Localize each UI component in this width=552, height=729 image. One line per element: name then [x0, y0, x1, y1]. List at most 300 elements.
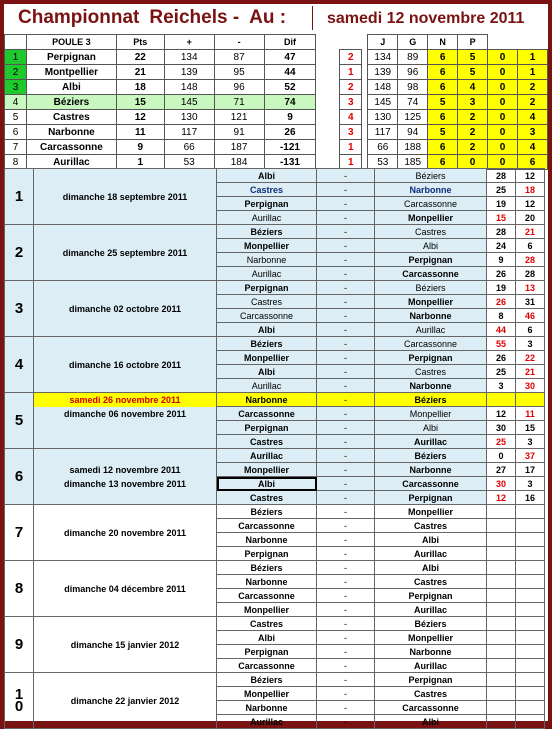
- aux-for: 145: [368, 95, 398, 110]
- round-number: 9: [5, 617, 34, 673]
- away-score: 37: [516, 449, 545, 463]
- match-separator: -: [317, 407, 375, 421]
- home-team: Carcassonne: [217, 519, 317, 533]
- home-team[interactable]: Albi: [217, 477, 317, 491]
- aux-index: 1: [340, 140, 362, 155]
- title-word: Au :: [249, 7, 287, 28]
- home-score: 26: [487, 267, 516, 281]
- team-name: Narbonne: [26, 125, 116, 140]
- away-score: 12: [516, 169, 545, 183]
- won-cell: 2: [458, 125, 488, 140]
- round-date: [34, 561, 217, 617]
- home-score: 12: [487, 491, 516, 505]
- home-team: Narbonne: [217, 253, 317, 267]
- points-for: 148: [164, 80, 214, 95]
- match-separator: -: [317, 169, 375, 183]
- home-team: Carcassonne: [217, 309, 317, 323]
- round-number: 4: [5, 337, 34, 393]
- standings-row: [5, 140, 548, 155]
- round-date-line: dimanche 18 septembre 2011: [62, 191, 188, 202]
- match-separator: -: [317, 505, 375, 519]
- spacer-cell: [328, 65, 340, 80]
- points-against: 96: [214, 80, 264, 95]
- rank-cell: 1: [5, 50, 27, 65]
- match-separator: -: [317, 533, 375, 547]
- team-name: Béziers: [26, 95, 116, 110]
- away-team: Béziers: [375, 393, 487, 407]
- match-separator: -: [317, 477, 375, 491]
- away-team: Perpignan: [375, 253, 487, 267]
- match-row: [5, 673, 545, 687]
- points-against: 87: [214, 50, 264, 65]
- won-cell: 5: [458, 50, 488, 65]
- home-score: [487, 659, 516, 673]
- away-score: 6: [516, 323, 545, 337]
- match-separator: -: [317, 197, 375, 211]
- header-blank: [5, 35, 27, 50]
- home-team: Monpellier: [217, 239, 317, 253]
- home-score: 55: [487, 337, 516, 351]
- match-separator: -: [317, 617, 375, 631]
- match-row: [5, 337, 545, 351]
- won-cell: 0: [458, 155, 488, 170]
- round-date-line: samedi 12 novembre 2011: [69, 464, 181, 475]
- draw-cell: 0: [488, 50, 518, 65]
- away-team: Perpignan: [375, 351, 487, 365]
- round-date: [34, 225, 217, 281]
- match-separator: -: [317, 239, 375, 253]
- home-score: 12: [487, 407, 516, 421]
- away-score: 3: [516, 337, 545, 351]
- away-team: Albi: [375, 421, 487, 435]
- away-score: 28: [516, 267, 545, 281]
- lost-cell: 2: [517, 80, 547, 95]
- away-team: Carcassonne: [375, 337, 487, 351]
- match-separator: -: [317, 351, 375, 365]
- difference-cell: -131: [264, 155, 316, 170]
- aux-for: 139: [368, 65, 398, 80]
- away-score: 20: [516, 211, 545, 225]
- home-score: [487, 505, 516, 519]
- away-team: Perpignan: [375, 491, 487, 505]
- home-team: Aurillac: [217, 449, 317, 463]
- round-date-line: dimanche 13 novembre 2011: [63, 478, 187, 489]
- round-date-line: dimanche 15 janvier 2012: [70, 639, 180, 650]
- draw-cell: 0: [488, 155, 518, 170]
- won-cell: 5: [458, 65, 488, 80]
- rank-cell: 5: [5, 110, 27, 125]
- column-header: +: [164, 35, 214, 50]
- team-name: Perpignan: [26, 50, 116, 65]
- match-separator: -: [317, 673, 375, 687]
- rank-cell: 2: [5, 65, 27, 80]
- played-cell: 6: [428, 65, 458, 80]
- lost-cell: 4: [517, 140, 547, 155]
- home-team: Béziers: [217, 337, 317, 351]
- away-team: Albi: [375, 239, 487, 253]
- won-cell: 2: [458, 110, 488, 125]
- draw-cell: 0: [488, 80, 518, 95]
- difference-cell: 9: [264, 110, 316, 125]
- round-date-line: dimanche 16 octobre 2011: [68, 359, 182, 370]
- standings-row: [5, 110, 548, 125]
- difference-cell: 44: [264, 65, 316, 80]
- standings-table: [4, 34, 548, 170]
- played-cell: 5: [428, 125, 458, 140]
- aux-index: 1: [340, 65, 362, 80]
- round-date: [34, 449, 217, 505]
- difference-cell: 47: [264, 50, 316, 65]
- home-team: Perpignan: [217, 421, 317, 435]
- home-team: Albi: [217, 323, 317, 337]
- away-team: Carcassonne: [375, 477, 487, 491]
- away-team: Perpignan: [375, 589, 487, 603]
- spacer-cell: [316, 65, 328, 80]
- home-team: Castres: [217, 617, 317, 631]
- lost-cell: 1: [517, 65, 547, 80]
- away-score: 6: [516, 239, 545, 253]
- home-team: Narbonne: [217, 701, 317, 715]
- away-score: 12: [516, 197, 545, 211]
- match-row: [5, 281, 545, 295]
- match-separator: -: [317, 435, 375, 449]
- spreadsheet-frame: [4, 4, 548, 727]
- spacer-cell: [316, 110, 328, 125]
- aux-for: 130: [368, 110, 398, 125]
- team-name: Albi: [26, 80, 116, 95]
- team-name: Carcassonne: [26, 140, 116, 155]
- home-score: [487, 701, 516, 715]
- home-score: 26: [487, 295, 516, 309]
- home-score: 8: [487, 309, 516, 323]
- away-score: 16: [516, 491, 545, 505]
- difference-cell: 52: [264, 80, 316, 95]
- home-team: Béziers: [217, 225, 317, 239]
- round-date-line: dimanche 02 octobre 2011: [68, 303, 182, 314]
- away-score: 46: [516, 309, 545, 323]
- away-team: Aurillac: [375, 603, 487, 617]
- home-score: 30: [487, 421, 516, 435]
- home-score: 28: [487, 225, 516, 239]
- home-score: 9: [487, 253, 516, 267]
- draw-cell: 0: [488, 140, 518, 155]
- home-score: 3: [487, 379, 516, 393]
- away-team: Albi: [375, 533, 487, 547]
- match-separator: -: [317, 211, 375, 225]
- home-score: [487, 575, 516, 589]
- match-separator: -: [317, 701, 375, 715]
- away-team: Narbonne: [375, 645, 487, 659]
- away-score: 21: [516, 225, 545, 239]
- aux-against: 188: [398, 140, 428, 155]
- home-team: Albi: [217, 365, 317, 379]
- home-score: 27: [487, 463, 516, 477]
- column-header: -: [214, 35, 264, 50]
- away-score: [516, 561, 545, 575]
- rank-cell: 4: [5, 95, 27, 110]
- match-separator: -: [317, 547, 375, 561]
- match-separator: -: [317, 561, 375, 575]
- round-date-line: dimanche 22 janvier 2012: [70, 695, 180, 706]
- difference-cell: -121: [264, 140, 316, 155]
- points-for: 139: [164, 65, 214, 80]
- points-against: 187: [214, 140, 264, 155]
- spacer-cell: [328, 80, 340, 95]
- match-separator: -: [317, 183, 375, 197]
- home-score: [487, 519, 516, 533]
- lost-cell: 6: [517, 155, 547, 170]
- round-date-line: dimanche 20 novembre 2011: [63, 527, 187, 538]
- home-score: 19: [487, 197, 516, 211]
- round-number: 8: [5, 561, 34, 617]
- aux-against: 94: [398, 125, 428, 140]
- away-team: Carcassonne: [375, 197, 487, 211]
- home-team: Monpellier: [217, 687, 317, 701]
- aux-against: 89: [398, 50, 428, 65]
- away-team: Monpellier: [375, 407, 487, 421]
- home-score: 0: [487, 449, 516, 463]
- stat-header: P: [458, 35, 488, 50]
- round-number: 2: [5, 225, 34, 281]
- away-score: [516, 575, 545, 589]
- away-score: 11: [516, 407, 545, 421]
- won-cell: 2: [458, 140, 488, 155]
- round-date: [34, 393, 217, 449]
- match-separator: -: [317, 603, 375, 617]
- home-team: Monpellier: [217, 463, 317, 477]
- away-score: [516, 617, 545, 631]
- rank-cell: 8: [5, 155, 27, 170]
- away-team: Carcassonne: [375, 267, 487, 281]
- away-team: Castres: [375, 519, 487, 533]
- away-score: 17: [516, 463, 545, 477]
- home-team: Albi: [217, 169, 317, 183]
- spacer-cell: [316, 140, 328, 155]
- round-date: [34, 169, 217, 225]
- away-score: [516, 547, 545, 561]
- away-score: 31: [516, 295, 545, 309]
- standings-row: [5, 50, 548, 65]
- header-blank: [328, 35, 340, 50]
- spacer-cell: [316, 125, 328, 140]
- away-score: [516, 715, 545, 729]
- points-cell: 11: [116, 125, 164, 140]
- home-team: Aurillac: [217, 715, 317, 729]
- aux-against: 96: [398, 65, 428, 80]
- header-blank: [340, 35, 362, 50]
- team-name: Aurillac: [26, 155, 116, 170]
- away-score: [516, 393, 545, 407]
- away-score: 18: [516, 183, 545, 197]
- away-team: Aurillac: [375, 659, 487, 673]
- spacer-cell: [316, 50, 328, 65]
- home-team: Castres: [217, 435, 317, 449]
- round-date: [34, 617, 217, 673]
- home-score: 25: [487, 365, 516, 379]
- draw-cell: 0: [488, 95, 518, 110]
- spacer-cell: [316, 95, 328, 110]
- away-team: Béziers: [375, 617, 487, 631]
- away-team: Castres: [375, 687, 487, 701]
- away-team: Castres: [375, 575, 487, 589]
- home-score: 25: [487, 435, 516, 449]
- home-score: [487, 715, 516, 729]
- away-team: Monpellier: [375, 505, 487, 519]
- away-score: [516, 645, 545, 659]
- match-separator: -: [317, 687, 375, 701]
- away-score: 21: [516, 365, 545, 379]
- match-separator: -: [317, 449, 375, 463]
- match-row: [5, 225, 545, 239]
- round-number-digit: 0: [14, 697, 24, 715]
- away-score: 13: [516, 281, 545, 295]
- round-number: 1: [5, 169, 34, 225]
- points-for: 53: [164, 155, 214, 170]
- rank-cell: 7: [5, 140, 27, 155]
- match-row: [5, 169, 545, 183]
- spacer-cell: [328, 95, 340, 110]
- home-score: [487, 673, 516, 687]
- away-team: Narbonne: [375, 379, 487, 393]
- home-score: [487, 533, 516, 547]
- away-team: Monpellier: [375, 211, 487, 225]
- away-team: Albi: [375, 715, 487, 729]
- played-cell: 6: [428, 140, 458, 155]
- played-cell: 6: [428, 155, 458, 170]
- round-number: 7: [5, 505, 34, 561]
- home-team: Carcassonne: [217, 589, 317, 603]
- points-cell: 12: [116, 110, 164, 125]
- away-team: Castres: [375, 365, 487, 379]
- lost-cell: 4: [517, 110, 547, 125]
- original-date: dimanche 06 novembre 2011: [63, 409, 187, 419]
- aux-for: 148: [368, 80, 398, 95]
- match-row: [5, 449, 545, 463]
- home-score: 25: [487, 183, 516, 197]
- group-label: POULE 3: [26, 35, 116, 50]
- header-divider: [312, 6, 313, 30]
- spacer-cell: [328, 125, 340, 140]
- match-separator: -: [317, 393, 375, 407]
- away-score: [516, 505, 545, 519]
- away-team: Aurillac: [375, 435, 487, 449]
- home-team: Béziers: [217, 505, 317, 519]
- home-score: 24: [487, 239, 516, 253]
- match-separator: -: [317, 225, 375, 239]
- match-separator: -: [317, 267, 375, 281]
- spacer-cell: [328, 110, 340, 125]
- aux-for: 134: [368, 50, 398, 65]
- round-number-digit: 1: [14, 685, 24, 703]
- aux-for: 117: [368, 125, 398, 140]
- aux-index: 1: [340, 155, 362, 170]
- away-score: [516, 589, 545, 603]
- points-against: 95: [214, 65, 264, 80]
- home-score: 28: [487, 169, 516, 183]
- aux-index: 3: [340, 95, 362, 110]
- away-score: [516, 533, 545, 547]
- away-score: [516, 519, 545, 533]
- home-team: Narbonne: [217, 533, 317, 547]
- home-score: [487, 603, 516, 617]
- home-score: 15: [487, 211, 516, 225]
- away-team: Béziers: [375, 449, 487, 463]
- aux-against: 74: [398, 95, 428, 110]
- standings-row: [5, 95, 548, 110]
- aux-index: 4: [340, 110, 362, 125]
- away-score: 30: [516, 379, 545, 393]
- away-team: Perpignan: [375, 673, 487, 687]
- aux-index: 2: [340, 50, 362, 65]
- title-word: Reichels -: [149, 7, 240, 28]
- away-score: [516, 687, 545, 701]
- home-score: [487, 589, 516, 603]
- round-date: [34, 505, 217, 561]
- match-row: [5, 561, 545, 575]
- lost-cell: 1: [517, 50, 547, 65]
- home-team: Aurillac: [217, 211, 317, 225]
- home-team: Narbonne: [217, 575, 317, 589]
- played-cell: 5: [428, 95, 458, 110]
- match-separator: -: [317, 715, 375, 729]
- away-team: Narbonne: [375, 309, 487, 323]
- home-team: Castres: [217, 295, 317, 309]
- lost-cell: 2: [517, 95, 547, 110]
- match-separator: -: [317, 253, 375, 267]
- home-score: [487, 645, 516, 659]
- away-team: Narbonne: [375, 463, 487, 477]
- team-name: Montpellier: [26, 65, 116, 80]
- team-name: Castres: [26, 110, 116, 125]
- away-score: [516, 631, 545, 645]
- match-separator: -: [317, 421, 375, 435]
- match-separator: -: [317, 519, 375, 533]
- home-score: 30: [487, 477, 516, 491]
- points-against: 91: [214, 125, 264, 140]
- aux-for: 66: [368, 140, 398, 155]
- match-separator: -: [317, 575, 375, 589]
- won-cell: 3: [458, 95, 488, 110]
- standings-header-row: [5, 35, 548, 50]
- away-score: [516, 659, 545, 673]
- title-word: Championnat: [18, 7, 140, 28]
- away-team: Narbonne: [375, 183, 487, 197]
- points-cell: 1: [116, 155, 164, 170]
- home-score: [487, 617, 516, 631]
- match-separator: -: [317, 589, 375, 603]
- round-number: 6: [5, 449, 34, 505]
- played-cell: 6: [428, 80, 458, 95]
- round-date-line: dimanche 25 septembre 2011: [62, 247, 188, 258]
- home-score: 19: [487, 281, 516, 295]
- lost-cell: 3: [517, 125, 547, 140]
- rescheduled-date: samedi 26 novembre 2011: [34, 393, 216, 407]
- standings-row: [5, 125, 548, 140]
- aux-against: 125: [398, 110, 428, 125]
- match-separator: -: [317, 323, 375, 337]
- match-separator: -: [317, 295, 375, 309]
- home-score: [487, 631, 516, 645]
- standings-row: [5, 65, 548, 80]
- played-cell: 6: [428, 50, 458, 65]
- match-separator: -: [317, 463, 375, 477]
- column-header: Pts: [116, 35, 164, 50]
- home-team: Monpellier: [217, 603, 317, 617]
- aux-index: 3: [340, 125, 362, 140]
- points-against: 184: [214, 155, 264, 170]
- round-date-line: dimanche 04 décembre 2011: [64, 583, 186, 594]
- points-for: 130: [164, 110, 214, 125]
